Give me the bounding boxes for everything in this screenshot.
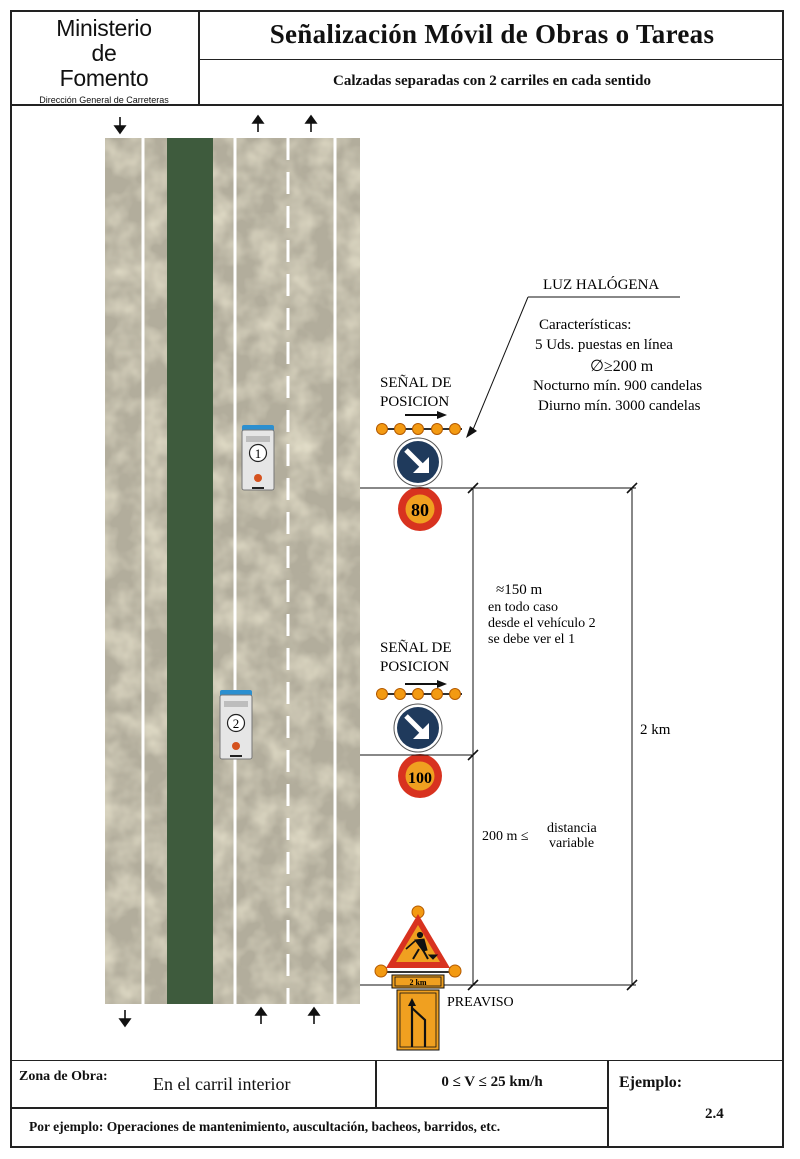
- pointer-arrow-icon: [466, 426, 477, 438]
- position-sign-2-line-2: POSICION: [380, 659, 450, 675]
- preaviso-label: PREAVISO: [447, 995, 514, 1010]
- footer-speed-cell: [376, 1060, 608, 1108]
- vehicle-1: [242, 425, 274, 490]
- arrow-up-icon: [253, 116, 263, 123]
- ministry-line-2: de: [91, 40, 117, 66]
- spacing-distance: ≈150 m: [496, 582, 543, 598]
- arrow-right-icon: [437, 680, 447, 688]
- speed-1-value: 80: [411, 500, 429, 520]
- footer-example-cell: [608, 1060, 784, 1148]
- halogen-characteristics: Características:: [539, 317, 632, 333]
- variable-distance-top: distancia: [547, 821, 597, 836]
- halogen-day: Diurno mín. 3000 candelas: [538, 398, 701, 414]
- arrow-up-icon: [256, 1008, 266, 1015]
- speed-2-value: 100: [408, 770, 432, 787]
- ministry-line-1: Ministerio: [56, 15, 152, 41]
- directorate: Dirección General de Carreteras: [39, 95, 169, 105]
- position-sign-2: [376, 640, 462, 798]
- example-label: Ejemplo:: [619, 1074, 683, 1091]
- page-subtitle: Calzadas separadas con 2 carriles en cada sentido: [200, 60, 784, 106]
- position-sign-1-line-1: SEÑAL DE: [380, 375, 452, 391]
- arrow-right-icon: [437, 411, 447, 419]
- vehicle-1-number: 1: [254, 446, 262, 461]
- speed-range: 0 ≤ V ≤ 25 km/h: [441, 1074, 543, 1090]
- halogen-title: LUZ HALÓGENA: [543, 277, 660, 293]
- zona-label: Zona de Obra:: [19, 1069, 108, 1084]
- road: [105, 138, 360, 1004]
- spacing-note-line-3: se debe ver el 1: [488, 632, 576, 647]
- arrow-down-icon: [120, 1019, 130, 1026]
- spacing-note-line-2: desde el vehículo 2: [488, 616, 596, 631]
- variable-distance-prefix: 200 m ≤: [482, 829, 529, 844]
- footer-note-cell: [10, 1108, 608, 1148]
- halogen-diameter: ∅≥200 m: [590, 358, 654, 375]
- beacon-icon: [254, 474, 262, 482]
- spacing-note-line-1: en todo caso: [488, 600, 558, 615]
- warning-sign-group: [375, 906, 514, 1050]
- page-title: Señalización Móvil de Obras o Tareas: [200, 10, 784, 60]
- arrow-up-icon: [309, 1008, 319, 1015]
- vehicle-2: [220, 690, 252, 759]
- arrow-up-icon: [306, 116, 316, 123]
- halogen-night: Nocturno mín. 900 candelas: [533, 378, 703, 394]
- variable-distance-bottom: variable: [549, 836, 595, 851]
- zona-value: En el carril interior: [153, 1074, 291, 1094]
- position-sign-2-line-1: SEÑAL DE: [380, 640, 452, 656]
- warning-panel-distance: 2 km: [409, 978, 427, 987]
- footer-note: Por ejemplo: Operaciones de mantenimiento, auscultación, bacheos, barridos, etc.: [29, 1119, 501, 1134]
- total-distance: 2 km: [640, 722, 671, 738]
- vehicle-2-number: 2: [232, 716, 240, 731]
- position-sign-1-line-2: POSICION: [380, 394, 450, 410]
- position-sign-1: [376, 375, 462, 531]
- beacon-icon: [232, 742, 240, 750]
- lane-closure-panel: [397, 990, 439, 1050]
- footer-zona-cell: [10, 1060, 376, 1108]
- example-number: 2.4: [705, 1106, 724, 1122]
- median-strip: [167, 138, 213, 1004]
- arrow-down-icon: [115, 126, 125, 133]
- ministry-line-3: Fomento: [59, 65, 149, 91]
- halogen-units: 5 Uds. puestas en línea: [535, 337, 673, 353]
